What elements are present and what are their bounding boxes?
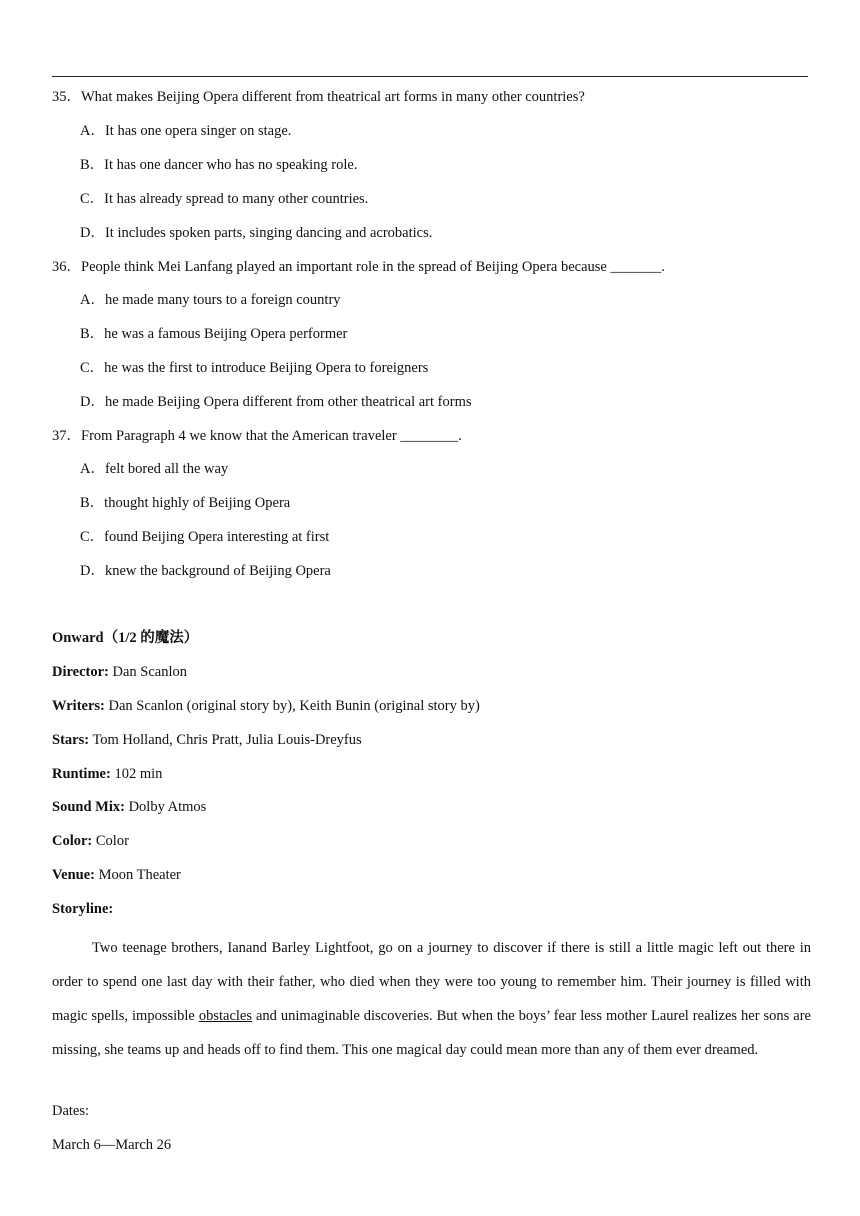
question-36-option-c: C．he was the first to introduce Beijing Opera to foreigners — [80, 360, 429, 376]
film-runtime — [52, 765, 162, 783]
storyline-text-1: Two teenage brothers, Ianand Barley Lightfoot, go on a journey to discover if there is still a little magic left out there in order to spend one last day with their father, who died when they were too young to remember him. Their journey is filled with magic spells, impossible — [52, 940, 811, 1024]
field-label: Writers: — [52, 698, 105, 714]
question-35-option-a: A．It has one opera singer on stage. — [80, 123, 292, 139]
film-color — [52, 832, 129, 850]
film-sound-mix — [52, 798, 206, 816]
field-label: Venue: — [52, 867, 95, 883]
storyline-paragraph — [52, 931, 811, 1067]
storyline-underlined-word: obstacles — [198, 1008, 252, 1024]
dates-value: March 6—March 26 — [52, 1137, 172, 1153]
dates-label: Dates: — [52, 1103, 90, 1119]
question-35-option-c: C．It has already spread to many other countries. — [80, 191, 369, 207]
field-label: Director: — [52, 664, 109, 680]
question-37-stem: 37．From Paragraph 4 we know that the American traveler ________. — [52, 428, 462, 444]
question-36-option-d: D．he made Beijing Opera different from other theatrical art forms — [80, 394, 472, 410]
field-label: Stars: — [52, 732, 90, 748]
question-36-stem: 36．People think Mei Lanfang played an important role in the spread of Beijing Opera because _______. — [52, 259, 665, 275]
question-37-option-b: B．thought highly of Beijing Opera — [80, 495, 291, 511]
question-36-option-a: A．he made many tours to a foreign country — [80, 292, 341, 308]
question-36-option-b: B．he was a famous Beijing Opera performer — [80, 326, 348, 342]
film-title: Onward（1/2 的魔法） — [52, 630, 199, 646]
question-37-option-c: C．found Beijing Opera interesting at first — [80, 529, 330, 545]
field-value: Moon Theater — [98, 867, 181, 883]
film-stars — [52, 731, 362, 749]
field-value: Dolby Atmos — [128, 799, 207, 815]
storyline-text-2: and unimaginable discoveries. But when the boys’ fear less mother Laurel realizes her sons are missing, she teams up and heads off to find them. This one magical day could mean more than any of them ever dreamed. — [52, 1008, 811, 1058]
question-35-option-d: D．It includes spoken parts, singing dancing and acrobatics. — [80, 225, 433, 241]
question-37-option-d: D．knew the background of Beijing Opera — [80, 563, 331, 579]
field-value: Dan Scanlon (original story by), Keith Bunin (original story by) — [108, 698, 480, 714]
question-35-stem: 35．What makes Beijing Opera different from theatrical art forms in many other countries? — [52, 89, 585, 105]
field-label: Sound Mix: — [52, 799, 125, 815]
question-37-option-a: A．felt bored all the way — [80, 461, 229, 477]
field-value: 102 min — [114, 766, 163, 782]
field-value: Tom Holland, Chris Pratt, Julia Louis-Dreyfus — [92, 732, 362, 748]
field-value: Dan Scanlon — [112, 664, 188, 680]
film-venue — [52, 866, 181, 884]
film-writers — [52, 697, 480, 715]
field-value: Color — [95, 833, 129, 849]
field-label: Runtime: — [52, 766, 111, 782]
storyline-label: Storyline: — [52, 901, 114, 917]
header-rule — [52, 76, 808, 77]
question-35-option-b: B．It has one dancer who has no speaking role. — [80, 157, 358, 173]
field-label: Color: — [52, 833, 93, 849]
film-director — [52, 663, 187, 681]
